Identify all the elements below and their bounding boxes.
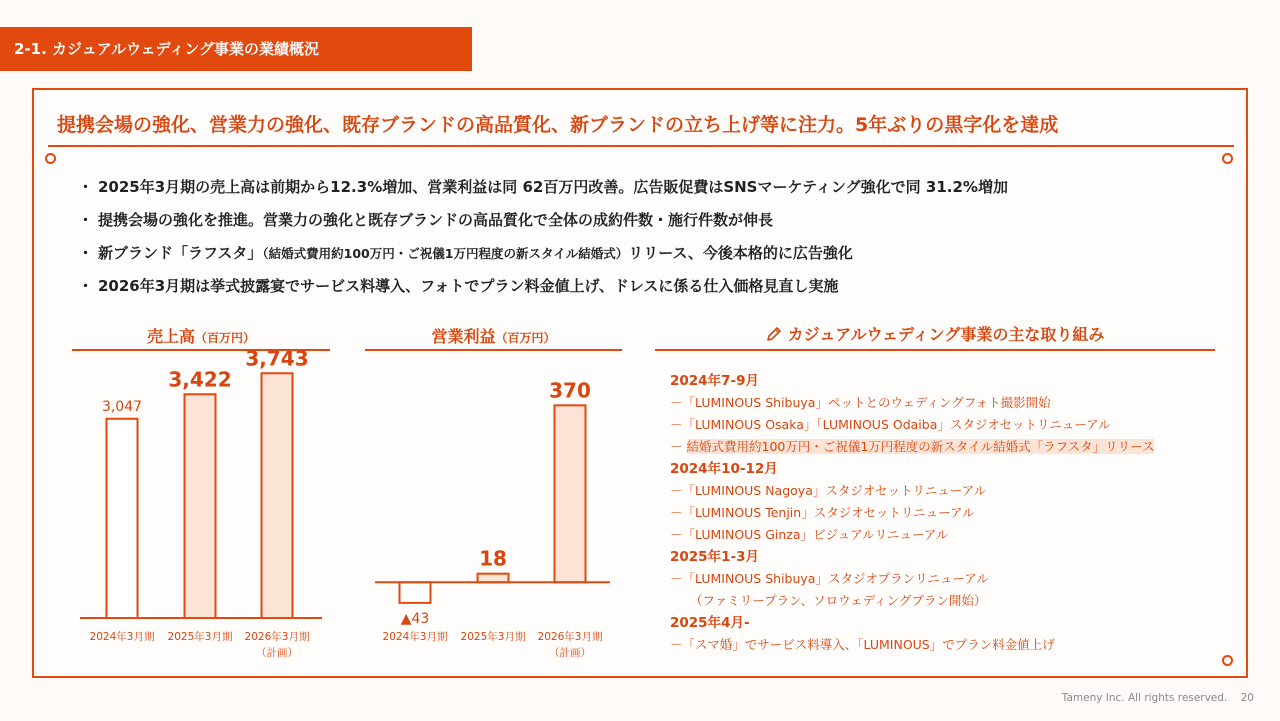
bar bbox=[262, 373, 293, 618]
profit-chart bbox=[365, 355, 622, 665]
activity-item-highlighted: － 結婚式費用約100万円・ご祝儀1万円程度の新スタイル結婚式「ラフスタ」リリース bbox=[670, 439, 1155, 454]
bullet-item: ・ 2026年3月期は挙式披露宴でサービス料導入、フォトでプラン料金値上げ、ドレスに係る仕入価格見直し実施 bbox=[78, 277, 839, 295]
tick-label: 2025年3月期 bbox=[460, 631, 526, 643]
headline-divider bbox=[48, 145, 1234, 147]
decor-dot-right bbox=[1222, 153, 1233, 164]
data-label: 18 bbox=[479, 546, 507, 571]
bar bbox=[478, 574, 509, 583]
tick-label: （計画） bbox=[256, 647, 298, 659]
pencil-icon bbox=[766, 326, 782, 342]
decor-dot-bottom-right bbox=[1222, 655, 1233, 666]
activity-item: －「LUMINOUS Shibuya」ペットとのウェディングフォト撮影開始 bbox=[670, 395, 1051, 410]
tick-label: 2026年3月期 bbox=[537, 631, 603, 643]
page-number: 20 bbox=[1240, 692, 1254, 704]
tick-label: 2024年3月期 bbox=[382, 631, 448, 643]
activities-list bbox=[670, 370, 1215, 656]
data-label: 3,047 bbox=[101, 398, 143, 415]
data-label: 3,743 bbox=[245, 346, 309, 371]
tick-label: 2026年3月期 bbox=[244, 631, 310, 643]
activity-item: －「LUMINOUS Tenjin」スタジオセットリニューアル bbox=[670, 505, 975, 520]
profit-chart-title: 営業利益（百万円） bbox=[431, 327, 556, 346]
bar bbox=[555, 405, 586, 582]
data-label: ▲43 bbox=[400, 610, 430, 627]
bullet-item: ・ 新ブランド「ラフスタ」（結婚式費用約100万円・ご祝儀1万円程度の新スタイル結婚式）リリース、今後本格的に広告強化 bbox=[78, 244, 853, 262]
period-heading: 2024年7-9月 bbox=[670, 373, 759, 389]
section-title: 2-1. カジュアルウェディング事業の業績概況 bbox=[0, 27, 472, 71]
period-heading: 2025年1-3月 bbox=[670, 549, 759, 565]
bar bbox=[400, 582, 431, 603]
revenue-chart bbox=[72, 346, 330, 665]
activity-item: －「LUMINOUS Ginza」ビジュアルリニューアル bbox=[670, 527, 949, 542]
tick-label: 2025年3月期 bbox=[167, 631, 233, 643]
bullet-item: ・ 2025年3月期の売上高は前期から12.3%増加、営業利益は同 62百万円改善。広告販促費はSNSマーケティング強化で同 31.2%増加 bbox=[78, 178, 1008, 196]
summary-bullets bbox=[78, 176, 1008, 308]
period-heading: 2024年10-12月 bbox=[670, 461, 778, 477]
footer bbox=[1062, 692, 1254, 704]
tick-label: （計画） bbox=[549, 647, 591, 659]
profit-chart-rule bbox=[365, 349, 622, 351]
bar bbox=[107, 419, 138, 618]
copyright: Tameny Inc. All rights reserved. bbox=[1061, 692, 1228, 704]
data-label: 370 bbox=[549, 378, 591, 403]
decor-dot-left bbox=[45, 153, 56, 164]
activity-item: －「LUMINOUS Osaka」「LUMINOUS Odaiba」スタジオセットリニューアル bbox=[670, 417, 1111, 432]
activity-item: －「LUMINOUS Shibuya」スタジオプランリニューアル bbox=[670, 571, 989, 586]
bar bbox=[185, 394, 216, 618]
activity-item-continued: （ファミリープラン、ソロウェディングプラン開始） bbox=[690, 593, 987, 608]
activity-item: －「スマ婚」でサービス料導入、「LUMINOUS」でプラン料金値上げ bbox=[670, 637, 1055, 652]
data-label: 3,422 bbox=[168, 367, 232, 392]
bullet-item: ・ 提携会場の強化を推進。営業力の強化と既存ブランドの高品質化で全体の成約件数・施行件数が伸長 bbox=[78, 211, 774, 229]
activity-item: －「LUMINOUS Nagoya」スタジオセットリニューアル bbox=[670, 483, 987, 498]
activities-title: カジュアルウェディング事業の主な取り組み bbox=[655, 322, 1215, 345]
headline: 提携会場の強化、営業力の強化、既存ブランドの高品質化、新ブランドの立ち上げ等に注力。5年ぶりの黒字化を達成 bbox=[57, 114, 1059, 136]
period-heading: 2025年4月- bbox=[670, 615, 750, 631]
revenue-chart-title: 売上高（百万円） bbox=[146, 327, 256, 346]
tick-label: 2024年3月期 bbox=[89, 631, 155, 643]
activities-rule bbox=[655, 349, 1215, 351]
